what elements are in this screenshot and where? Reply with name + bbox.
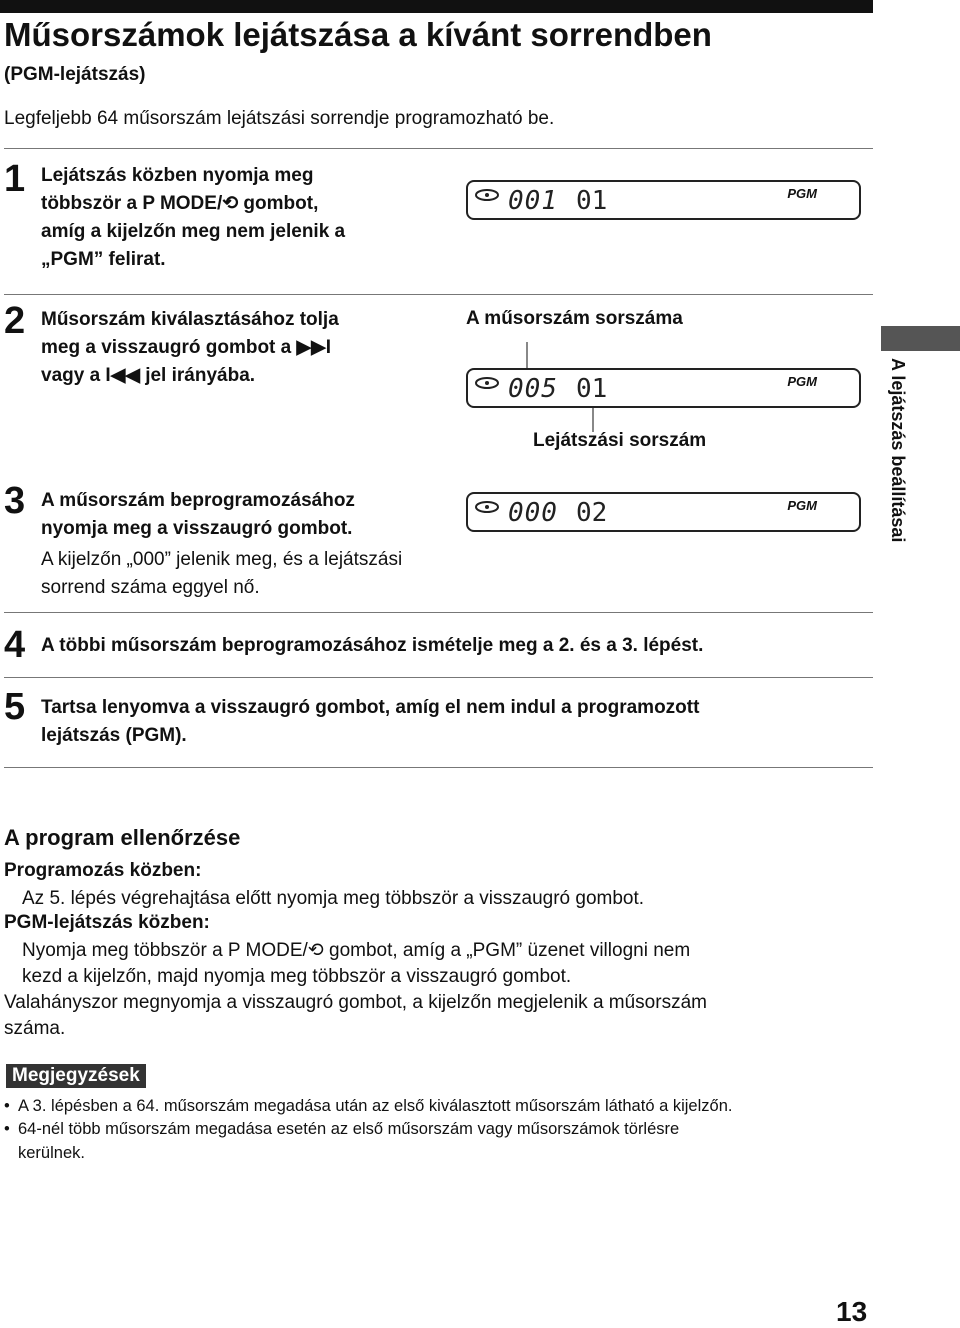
section-heading: A program ellenőrzése [4,825,241,850]
header-bar [0,0,873,13]
subheading: Programozás közben: [4,860,202,881]
step-number: 5 [4,686,26,728]
divider [4,767,873,768]
notes-badge: Megjegyzések [6,1064,146,1088]
callout-line [526,342,528,370]
side-label: A lejátszás beállításai [888,358,908,543]
lcd-order: 01 [576,186,608,216]
lcd-display [466,492,861,532]
side-tab [881,326,960,351]
step-number: 4 [4,624,26,666]
step-number: 2 [4,300,26,342]
page-title: Műsorszámok lejátszása a kívánt sorrendben [4,16,712,53]
disc-icon [474,376,500,390]
divider [4,148,873,149]
divider [4,612,873,613]
disc-icon [474,500,500,514]
lcd-track: 005 [508,374,558,404]
divider [4,677,873,678]
step-number: 3 [4,480,26,522]
step-text: A műsorszám beprogramozásához nyomja meg a visszaugró gombot. [41,490,355,539]
callout-track-number: A műsorszám sorszáma [466,308,683,329]
lcd-track: 001 [508,186,558,216]
body-text: Valahányszor megnyomja a visszaugró gombot, a kijelzőn megjelenik a műsorszám [4,992,707,1013]
lcd-display [466,180,861,220]
lcd-track: 000 [508,498,558,528]
step-text: Lejátszás közben nyomja meg többször a P MODE/⟲ gombot, amíg a kijelzőn meg nem jelenik a „PGM” felirat. [41,165,346,270]
intro-text: Legfeljebb 64 műsorszám lejátszási sorrendje programozható be. [4,108,555,129]
note-item: 64-nél több műsorszám megadása esetén az első műsorszám vagy műsorszámok törlésre kerülnek. [18,1120,680,1162]
pgm-badge: PGM [787,374,817,389]
divider [4,294,873,295]
lcd-display [466,368,861,408]
disc-icon [474,188,500,202]
lcd-order: 01 [576,374,608,404]
pgm-badge: PGM [787,186,817,201]
step-number: 1 [4,158,26,200]
body-text: Az 5. lépés végrehajtása előtt nyomja meg többször a visszaugró gombot. [22,888,645,909]
subheading: PGM-lejátszás közben: [4,912,210,933]
bullet-dot: • [4,1120,10,1138]
body-text: Nyomja meg többször a P MODE/⟲ gombot, amíg a „PGM” üzenet villogni nem [22,940,691,961]
pgm-badge: PGM [787,498,817,513]
callout-line [592,408,594,432]
page-number: 13 [836,1296,868,1327]
step-note: A kijelzőn „000” jelenik meg, és a lejátszási sorrend száma eggyel nő. [41,549,403,598]
step-text: Tartsa lenyomva a visszaugró gombot, amíg el nem indul a programozott lejátszás (PGM). [41,697,700,746]
page-subtitle: (PGM-lejátszás) [4,64,146,85]
note-item: A 3. lépésben a 64. műsorszám megadása után az első kiválasztott műsorszám látható a kijelzőn. [18,1097,733,1115]
body-text: száma. [4,1018,66,1039]
bullet-dot: • [4,1097,10,1115]
body-text: kezd a kijelzőn, majd nyomja meg többször a visszaugró gombot. [22,966,572,987]
callout-play-order: Lejátszási sorszám [533,430,707,451]
lcd-order: 02 [576,498,608,528]
step-text: A többi műsorszám beprogramozásához ismételje meg a 2. és a 3. lépést. [41,635,704,656]
step-text: Műsorszám kiválasztásához tolja meg a visszaugró gombot a ▶▶I vagy a I◀◀ jel irányába. [41,309,339,386]
